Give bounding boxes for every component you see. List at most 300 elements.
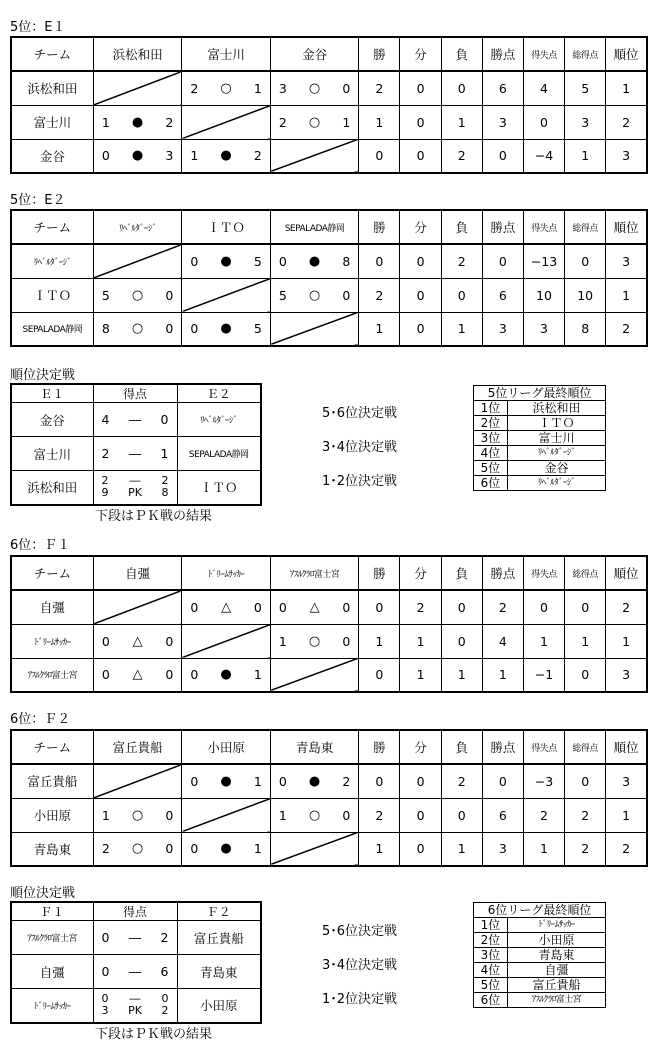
result-mark: ● — [131, 148, 144, 164]
final-standings-header — [474, 386, 606, 401]
final-team: 浜松和田 — [508, 401, 606, 416]
rank: 2 — [606, 105, 647, 139]
draws: 0 — [400, 71, 441, 105]
result-mark: ● — [131, 114, 144, 130]
score-away: 0 — [342, 287, 351, 303]
goal-diff: −3 — [523, 764, 564, 798]
result-mark: ○ — [308, 114, 321, 130]
header-win: 勝 — [359, 210, 400, 244]
decision-score-left: 0 — [101, 992, 109, 1006]
wins: 0 — [359, 139, 400, 173]
decision-e-table — [10, 383, 262, 506]
score-away: 1 — [253, 773, 262, 789]
header-team: チーム — [11, 730, 93, 764]
header-draw: 分 — [400, 37, 441, 71]
table-row — [11, 278, 647, 312]
final-position: 6位 — [474, 476, 508, 491]
points: 0 — [482, 244, 523, 278]
goals-for: 1 — [565, 624, 606, 658]
match-score — [94, 115, 182, 130]
result-mark: ● — [220, 321, 232, 337]
losses: 1 — [441, 658, 482, 692]
table-row — [11, 798, 647, 832]
score-home: 0 — [101, 667, 110, 683]
final-standings-title: 5位リーグ最終順位 — [474, 386, 606, 401]
final-position: 5位 — [474, 978, 508, 993]
goals-for: 5 — [565, 71, 606, 105]
match-result — [93, 312, 182, 346]
match-result — [182, 590, 271, 624]
match-result — [270, 105, 359, 139]
match-score — [182, 321, 270, 336]
result-mark: ○ — [131, 287, 144, 303]
decision-f-stage-3: 1･2位決定戦 — [322, 992, 398, 1007]
header-opponent: 富丘貴船 — [93, 730, 182, 764]
result-mark: ○ — [131, 807, 144, 823]
header-draw: 分 — [400, 210, 441, 244]
score-home: 8 — [101, 321, 110, 337]
decision-team-left: ﾄﾞﾘｰﾑｻｯｶｰ — [11, 989, 93, 1023]
wins: 0 — [359, 764, 400, 798]
points: 6 — [482, 278, 523, 312]
score-home: 2 — [190, 80, 199, 96]
decision-e-note: 下段はＰＫ戦の結果 — [95, 509, 213, 524]
pk-score-right: 8 — [161, 486, 169, 500]
score-away: 0 — [165, 841, 174, 857]
header-goals-for: 総得点 — [565, 210, 606, 244]
match-result — [182, 312, 271, 346]
result-mark: △ — [132, 667, 143, 683]
decision-score-line — [94, 964, 177, 979]
final-standings-row — [474, 446, 606, 461]
result-mark: ○ — [220, 80, 232, 96]
header-draw: 分 — [400, 556, 441, 590]
row-team-name: 富士川 — [11, 105, 93, 139]
match-result — [270, 71, 359, 105]
decision-header-row — [11, 902, 261, 921]
match-result — [270, 624, 359, 658]
draws: 0 — [400, 798, 441, 832]
header-rank: 順位 — [606, 210, 647, 244]
draws: 1 — [400, 624, 441, 658]
points: 6 — [482, 798, 523, 832]
final-standings-row — [474, 431, 606, 446]
final-standings-row — [474, 963, 606, 978]
decision-match-row — [11, 471, 261, 505]
self-match-diagonal — [93, 71, 182, 105]
pk-label: PK — [128, 486, 142, 500]
final-team: 小田原 — [508, 933, 606, 948]
match-result — [182, 658, 271, 692]
header-rank: 順位 — [606, 556, 647, 590]
self-match-diagonal — [182, 105, 271, 139]
match-result — [93, 832, 182, 866]
rank: 3 — [606, 658, 647, 692]
self-match-diagonal — [93, 764, 182, 798]
losses: 0 — [441, 71, 482, 105]
match-result — [182, 832, 271, 866]
score-away: 2 — [165, 114, 174, 130]
header-opponent: 富士川 — [182, 37, 271, 71]
score-home: 2 — [101, 841, 110, 857]
decision-e-stage-2: 3･4位決定戦 — [322, 440, 398, 455]
header-opponent: 青島東 — [270, 730, 359, 764]
decision-team-right: SEPALADA静岡 — [177, 437, 261, 471]
table-row — [11, 764, 647, 798]
header-row — [11, 730, 647, 764]
decision-score-left: 2 — [101, 474, 109, 488]
self-match-diagonal — [182, 624, 271, 658]
goal-diff: 10 — [523, 278, 564, 312]
header-rank: 順位 — [606, 730, 647, 764]
score-away: 0 — [253, 599, 262, 615]
header-loss: 負 — [441, 556, 482, 590]
table-row — [11, 832, 647, 866]
final-position: 3位 — [474, 431, 508, 446]
final-standings-title: 6位リーグ最終順位 — [474, 903, 606, 918]
decision-header-left: Ｅ１ — [11, 384, 93, 403]
match-score — [94, 808, 182, 823]
rank: 3 — [606, 244, 647, 278]
decision-header-score: 得点 — [93, 902, 177, 921]
losses: 1 — [441, 832, 482, 866]
losses: 2 — [441, 764, 482, 798]
final-team: ﾘﾍﾞﾙﾀﾞｰｼﾞ — [508, 476, 606, 491]
final-standings-row — [474, 461, 606, 476]
league-f1-table — [10, 555, 648, 693]
final-position: 2位 — [474, 933, 508, 948]
score-home: 0 — [101, 633, 110, 649]
decision-f-stage-2: 3･4位決定戦 — [322, 958, 398, 973]
final-standings-row — [474, 401, 606, 416]
losses: 1 — [441, 105, 482, 139]
result-mark: ○ — [308, 807, 321, 823]
match-result — [93, 278, 182, 312]
match-result — [270, 590, 359, 624]
goals-for: 0 — [565, 244, 606, 278]
match-score — [271, 81, 359, 96]
pk-score-right: 2 — [161, 1004, 169, 1018]
result-mark: ● — [220, 148, 232, 164]
row-team-name: 浜松和田 — [11, 71, 93, 105]
row-team-name: ﾘﾍﾞﾙﾀﾞｰｼﾞ — [11, 244, 93, 278]
decision-score-line — [94, 412, 177, 427]
score-away: 1 — [253, 667, 262, 683]
match-result — [93, 139, 182, 173]
match-score — [182, 254, 270, 269]
points: 3 — [482, 312, 523, 346]
wins: 2 — [359, 798, 400, 832]
draws: 1 — [400, 658, 441, 692]
score-home: 0 — [278, 773, 287, 789]
match-result — [270, 798, 359, 832]
match-score — [182, 841, 270, 856]
draws: 0 — [400, 105, 441, 139]
goals-for: 0 — [565, 764, 606, 798]
row-team-name: 金谷 — [11, 139, 93, 173]
points: 3 — [482, 832, 523, 866]
league-f1-title: 6位：Ｆ１ — [10, 538, 71, 553]
points: 0 — [482, 764, 523, 798]
decision-team-right: 青島東 — [177, 955, 261, 989]
score-away: 5 — [253, 321, 262, 337]
decision-score-right: 2 — [160, 930, 169, 945]
decision-e-stage-3: 1･2位決定戦 — [322, 474, 398, 489]
decision-score-left: 4 — [101, 412, 110, 427]
final-standings-header — [474, 903, 606, 918]
league-f2-title: 6位：Ｆ２ — [10, 712, 71, 727]
score-home: 0 — [101, 148, 110, 164]
decision-score-left: 0 — [101, 930, 110, 945]
row-team-name: 自彊 — [11, 590, 93, 624]
header-goal-diff: 得失点 — [523, 37, 564, 71]
result-mark: ● — [308, 773, 321, 789]
final-team: ﾄﾞﾘｰﾑｻｯｶｰ — [508, 918, 606, 933]
final-position: 6位 — [474, 993, 508, 1008]
score-away: 0 — [342, 633, 351, 649]
final-position: 5位 — [474, 461, 508, 476]
decision-f-stage-1: 5･6位決定戦 — [322, 924, 398, 939]
decision-score-right: 1 — [160, 446, 169, 461]
header-points: 勝点 — [482, 37, 523, 71]
losses: 0 — [441, 624, 482, 658]
losses: 0 — [441, 590, 482, 624]
league-e1-table — [10, 36, 648, 174]
final-team: 自彊 — [508, 963, 606, 978]
decision-team-left: ｱｽﾙｸﾗﾛ富士宮 — [11, 921, 93, 955]
self-match-diagonal — [270, 658, 359, 692]
decision-score — [93, 921, 177, 955]
score-home: 0 — [190, 841, 199, 857]
losses: 0 — [441, 278, 482, 312]
league-e2-title: 5位：E２ — [10, 193, 66, 208]
score-home: 5 — [278, 287, 287, 303]
header-opponent: 金谷 — [270, 37, 359, 71]
final-position: 3位 — [474, 948, 508, 963]
pk-score-left: 9 — [101, 486, 109, 500]
header-win: 勝 — [359, 37, 400, 71]
final-standings-row — [474, 948, 606, 963]
draws: 0 — [400, 244, 441, 278]
self-match-diagonal — [270, 139, 359, 173]
draws: 2 — [400, 590, 441, 624]
wins: 1 — [359, 624, 400, 658]
decision-team-left: 金谷 — [11, 403, 93, 437]
pk-score-left: 3 — [101, 1004, 109, 1018]
decision-score — [93, 955, 177, 989]
result-mark: ● — [220, 841, 232, 857]
final-team: ｱｽﾙｸﾗﾛ富士宮 — [508, 993, 606, 1008]
result-mark: ○ — [308, 287, 321, 303]
table-row — [11, 590, 647, 624]
decision-match-row — [11, 955, 261, 989]
score-home: 5 — [101, 287, 110, 303]
header-opponent: ｱｽﾙｸﾗﾛ富士宮 — [270, 556, 359, 590]
decision-score-right: 0 — [160, 412, 169, 427]
score-away: 1 — [253, 80, 262, 96]
header-opponent: SEPALADA静岡 — [270, 210, 359, 244]
header-opponent: ﾄﾞﾘｰﾑｻｯｶｰ — [182, 556, 271, 590]
decision-team-right: ﾘﾍﾞﾙﾀﾞｰｼﾞ — [177, 403, 261, 437]
rank: 3 — [606, 139, 647, 173]
decision-team-left: 富士川 — [11, 437, 93, 471]
goals-for: 1 — [565, 139, 606, 173]
match-score — [94, 634, 182, 649]
row-team-name: ﾄﾞﾘｰﾑｻｯｶｰ — [11, 624, 93, 658]
draws: 0 — [400, 764, 441, 798]
score-away: 0 — [165, 321, 174, 337]
score-home: 1 — [278, 807, 287, 823]
result-mark: ● — [220, 253, 232, 269]
result-mark: △ — [309, 599, 320, 615]
final-position: 1位 — [474, 401, 508, 416]
table-row — [11, 105, 647, 139]
decision-score-dash: ― — [128, 412, 142, 427]
decision-team-right: ＩＴＯ — [177, 471, 261, 505]
final-team: 金谷 — [508, 461, 606, 476]
final-position: 4位 — [474, 446, 508, 461]
rank: 1 — [606, 798, 647, 832]
points: 3 — [482, 105, 523, 139]
points: 6 — [482, 71, 523, 105]
decision-score-line — [94, 446, 177, 461]
decision-header-row — [11, 384, 261, 403]
final-standings-row — [474, 918, 606, 933]
pk-score-line — [94, 487, 177, 499]
match-score — [182, 600, 270, 615]
header-goal-diff: 得失点 — [523, 210, 564, 244]
match-score — [94, 288, 182, 303]
header-win: 勝 — [359, 730, 400, 764]
table-row — [11, 244, 647, 278]
decision-score-dash: ― — [129, 474, 141, 488]
result-mark: △ — [132, 633, 143, 649]
header-team: チーム — [11, 37, 93, 71]
score-away: 0 — [165, 633, 174, 649]
losses: 1 — [441, 312, 482, 346]
match-score — [271, 288, 359, 303]
losses: 0 — [441, 798, 482, 832]
table-row — [11, 624, 647, 658]
header-opponent: 浜松和田 — [93, 37, 182, 71]
goal-diff: −1 — [523, 658, 564, 692]
result-mark: ● — [308, 253, 321, 269]
self-match-diagonal — [93, 244, 182, 278]
header-points: 勝点 — [482, 556, 523, 590]
rank: 3 — [606, 764, 647, 798]
goal-diff: 4 — [523, 71, 564, 105]
match-score — [182, 774, 270, 789]
result-mark: △ — [221, 599, 232, 615]
table-row — [11, 139, 647, 173]
decision-match-row — [11, 989, 261, 1023]
self-match-diagonal — [93, 590, 182, 624]
self-match-diagonal — [270, 832, 359, 866]
decision-match-row — [11, 437, 261, 471]
header-team: チーム — [11, 556, 93, 590]
score-away: 1 — [253, 841, 262, 857]
score-away: 0 — [342, 807, 351, 823]
wins: 2 — [359, 278, 400, 312]
header-goals-for: 総得点 — [565, 730, 606, 764]
rank: 1 — [606, 624, 647, 658]
draws: 0 — [400, 278, 441, 312]
draws: 0 — [400, 312, 441, 346]
match-result — [182, 244, 271, 278]
match-result — [270, 764, 359, 798]
decision-header-left: Ｆ１ — [11, 902, 93, 921]
header-draw: 分 — [400, 730, 441, 764]
score-home: 0 — [190, 599, 199, 615]
result-mark: ● — [220, 773, 232, 789]
decision-match-row — [11, 403, 261, 437]
table-row — [11, 658, 647, 692]
final-standings-6th-league — [473, 902, 606, 1008]
score-away: 8 — [342, 253, 351, 269]
row-team-name: SEPALADA静岡 — [11, 312, 93, 346]
decision-match-row — [11, 921, 261, 955]
points: 2 — [482, 590, 523, 624]
match-score — [271, 774, 359, 789]
score-home: 1 — [278, 633, 287, 649]
match-result — [93, 798, 182, 832]
score-away: 5 — [253, 253, 262, 269]
decision-score-left: 2 — [101, 446, 110, 461]
match-result — [93, 105, 182, 139]
decision-f-title: 順位決定戦 — [10, 886, 76, 901]
league-e1-title: 5位：E１ — [10, 20, 66, 35]
result-mark: ○ — [131, 321, 144, 337]
header-row — [11, 556, 647, 590]
decision-f-table — [10, 901, 262, 1024]
league-e2-table — [10, 209, 648, 347]
score-home: 1 — [190, 148, 199, 164]
final-position: 4位 — [474, 963, 508, 978]
score-away: 0 — [342, 599, 351, 615]
match-result — [270, 244, 359, 278]
decision-header-score: 得点 — [93, 384, 177, 403]
score-away: 0 — [165, 667, 174, 683]
score-away: 0 — [342, 80, 351, 96]
header-goals-for: 総得点 — [565, 556, 606, 590]
decision-team-right: 小田原 — [177, 989, 261, 1023]
wins: 2 — [359, 71, 400, 105]
goal-diff: 1 — [523, 624, 564, 658]
points: 1 — [482, 658, 523, 692]
losses: 2 — [441, 244, 482, 278]
goals-for: 0 — [565, 658, 606, 692]
row-team-name: 富丘貴船 — [11, 764, 93, 798]
match-score — [94, 321, 182, 336]
match-score — [271, 634, 359, 649]
header-goal-diff: 得失点 — [523, 730, 564, 764]
header-rank: 順位 — [606, 37, 647, 71]
score-away: 2 — [342, 773, 351, 789]
decision-e-title: 順位決定戦 — [10, 368, 76, 383]
header-opponent: 小田原 — [182, 730, 271, 764]
decision-team-left: 浜松和田 — [11, 471, 93, 505]
header-row — [11, 37, 647, 71]
goals-for: 3 — [565, 105, 606, 139]
header-goals-for: 総得点 — [565, 37, 606, 71]
score-away: 0 — [165, 287, 174, 303]
score-home: 1 — [101, 114, 110, 130]
goals-for: 0 — [565, 590, 606, 624]
decision-header-right: Ｆ２ — [177, 902, 261, 921]
pk-score-line — [94, 1005, 177, 1017]
goal-diff: 2 — [523, 798, 564, 832]
result-mark: ○ — [308, 80, 321, 96]
